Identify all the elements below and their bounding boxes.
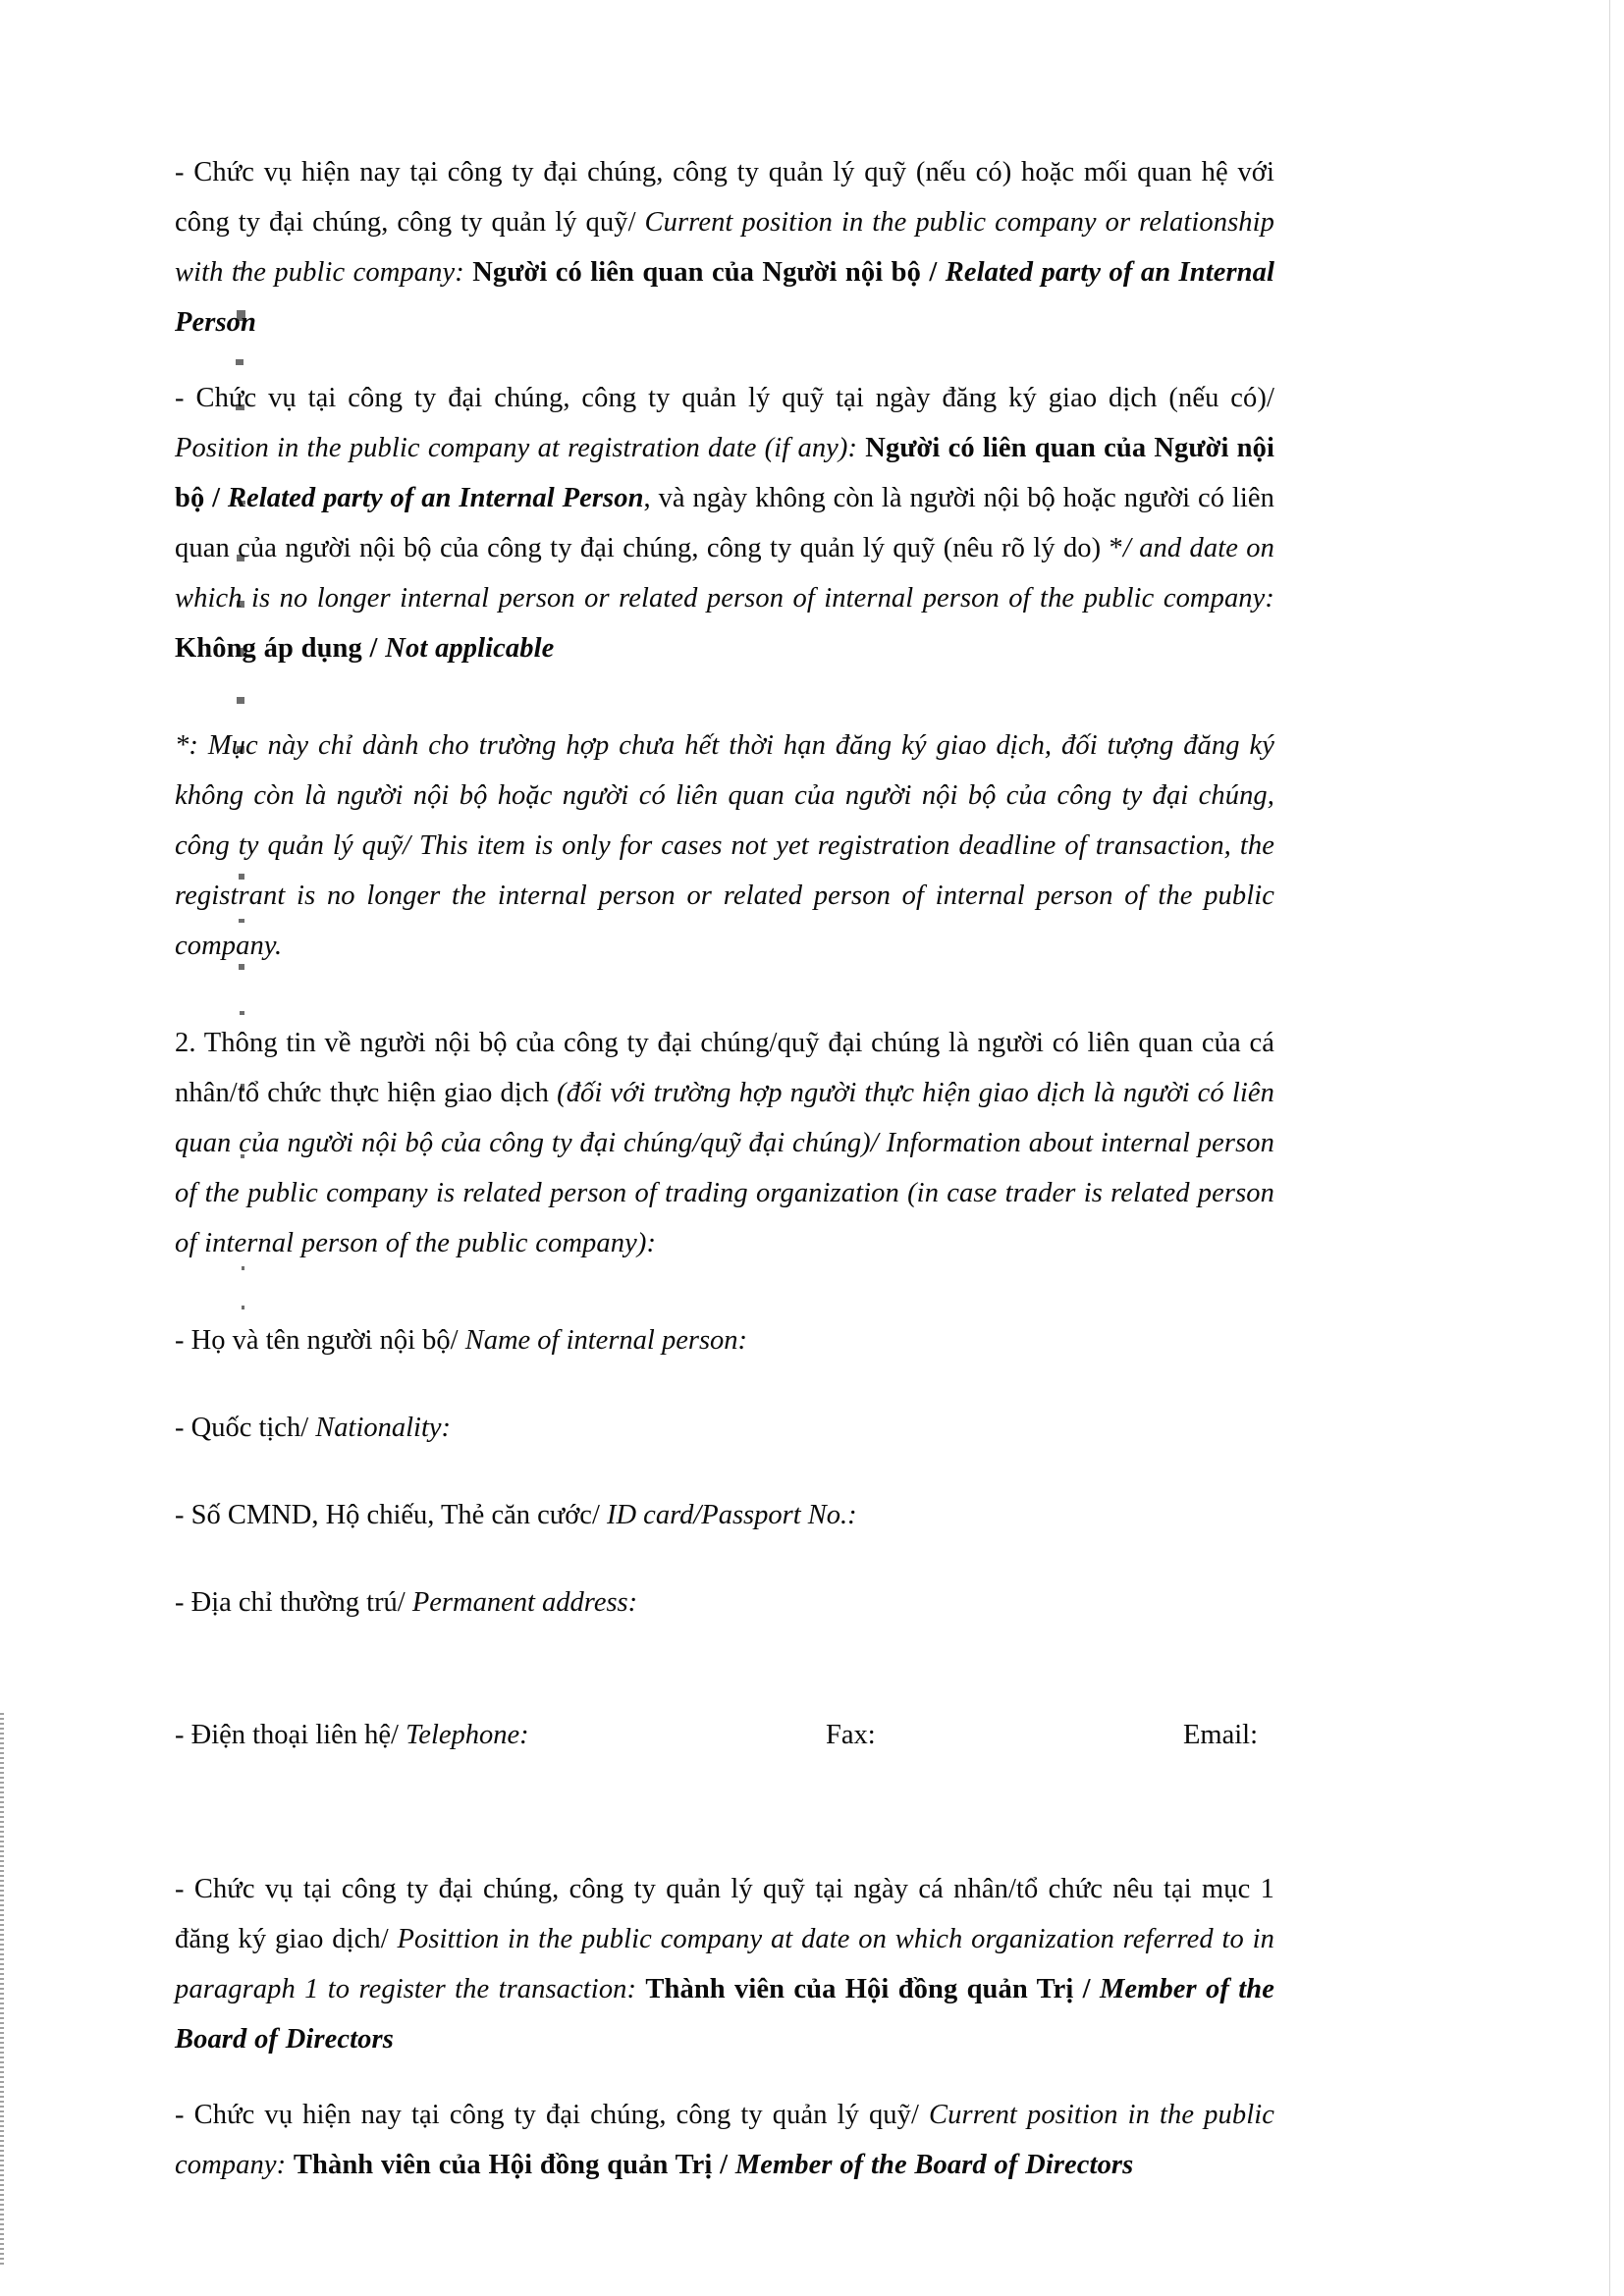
p1-vietnamese-lead: - Chức vụ hiện nay tại công ty đại chúng, công ty quản lý quỹ (nếu có) hoặc mối quan hệ với công ty đại chúng, công ty quản lý quỹ/ <box>175 157 1274 238</box>
footnote-marker: *: <box>175 730 208 761</box>
footnote-english: This item is only for cases not yet registration deadline of transaction, the registrant is no longer the internal person or related person of internal person of the public company. <box>175 830 1275 961</box>
p2-english-italic-2: / and date on which is no longer internal person or related person of internal person of the public company: <box>175 533 1274 614</box>
p1-answer-vietnamese: Người có liên quan của Người nội bộ / <box>472 257 946 288</box>
field-name-of-internal-person <box>175 1315 1274 1365</box>
plast2-english-italic: Current position in the public company: <box>175 2100 1274 2180</box>
paragraph-current-position-or-relationship <box>175 147 1274 347</box>
field-permanent-address <box>175 1577 1274 1628</box>
section2-vietnamese-parenthetical: (đối với trường hợp người thực hiện giao dịch là người có liên quan của người nội bộ của công ty đại chúng/quỹ đại chúng)/ <box>175 1078 1274 1158</box>
scan-edge-artifact-left <box>0 1713 4 2268</box>
field-label-english: Nationality: <box>315 1413 452 1443</box>
plast1-english-italic: Posittion in the public company at date on which organization referred to in paragraph 1 to register the transaction: <box>175 1924 1274 2004</box>
plast1-vietnamese-lead: - Chức vụ tại công ty đại chúng, công ty quản lý quỹ tại ngày cá nhân/tổ chức nêu tại mục 1 đăng ký giao dịch/ <box>175 1874 1274 1954</box>
field-label-vietnamese: - Số CMND, Hộ chiếu, Thẻ căn cước/ <box>175 1500 607 1530</box>
section2-english: Information about internal person of the public company is related person of trading organization (in case trader is related person of internal person of the public company): <box>175 1128 1274 1258</box>
scan-edge-line-right <box>1609 0 1610 2296</box>
paragraph-position-at-registration-date <box>175 373 1274 673</box>
paragraph-gap <box>175 1294 1274 1315</box>
p1-answer-english: Related party of an Internal Person <box>175 257 1274 338</box>
p1-english-italic: Current position in the public company or relationship with the public company: <box>175 207 1274 288</box>
p2-vietnamese-continued: , và ngày không còn là người nội bộ hoặc người có liên quan của người nội bộ của công ty đại chúng, công ty quản lý quỹ (nêu rõ lý do) * <box>175 483 1274 563</box>
paragraph-gap <box>175 996 1274 1018</box>
field-label-vietnamese: - Họ và tên người nội bộ/ <box>175 1325 465 1356</box>
field-label-vietnamese: - Quốc tịch/ <box>175 1413 316 1443</box>
p2-english-italic-1: Position in the public company at registration date (if any): <box>175 433 866 463</box>
telephone-label-vietnamese: - Điện thoại liên hệ/ <box>175 1720 406 1750</box>
field-label-vietnamese: - Địa chỉ thường trú/ <box>175 1587 412 1618</box>
paragraph-gap <box>175 1665 1274 1710</box>
p2-answer2-vietnamese: Không áp dụng / <box>175 633 386 664</box>
paragraph-gap <box>175 1819 1274 1864</box>
telephone-label-english: Telephone: <box>406 1720 529 1750</box>
field-id-card-passport-no <box>175 1490 1274 1540</box>
p2-answer-english: Related party of an Internal Person <box>227 483 644 513</box>
field-label-english: Permanent address: <box>411 1587 638 1618</box>
p2-answer-vietnamese: Người có liên quan của Người nội bộ / <box>175 433 1274 513</box>
field-contact-telephone-fax-email <box>175 1710 1274 1760</box>
paragraph-current-position-in-public-company <box>175 2090 1274 2190</box>
p2-answer2-english: Not applicable <box>385 633 555 664</box>
footnote-asterisk-note <box>175 721 1274 971</box>
fax-label: Fax: <box>826 1720 876 1750</box>
paragraph-gap <box>175 1760 1274 1819</box>
plast2-answer-english: Member of the Board of Directors <box>734 2150 1134 2180</box>
section2-vietnamese-lead: 2. Thông tin về người nội bộ của công ty đại chúng/quỹ đại chúng là người có liên quan của cá nhân/tổ chức thực hiện giao dịch <box>175 1028 1274 1108</box>
field-nationality <box>175 1403 1274 1453</box>
field-label-english: Name of internal person: <box>464 1325 748 1356</box>
section-2-heading-paragraph <box>175 1018 1274 1268</box>
plast1-answer-vietnamese: Thành viên của Hội đồng quản Trị / <box>645 1974 1100 2004</box>
paragraph-gap <box>175 699 1274 721</box>
email-label: Email: <box>1183 1720 1258 1750</box>
footnote-vietnamese: Mục này chỉ dành cho trường hợp chưa hết thời hạn đăng ký giao dịch, đối tượng đăng ký không còn là người nội bộ hoặc người có liên quan của người nội bộ của công ty đại chúng, công ty quản lý quỹ/ <box>175 730 1274 861</box>
document-body <box>175 147 1274 2190</box>
plast1-answer-english: Member of the Board of Directors <box>175 1974 1274 2055</box>
paragraph-position-at-registration-of-paragraph-1 <box>175 1864 1274 2064</box>
plast2-vietnamese-lead: - Chức vụ hiện nay tại công ty đại chúng, công ty quản lý quỹ/ <box>175 2100 930 2130</box>
plast2-answer-vietnamese: Thành viên của Hội đồng quản Trị / <box>293 2150 735 2180</box>
field-label-english: ID card/Passport No.: <box>606 1500 857 1530</box>
p2-vietnamese-lead: - Chức vụ tại công ty đại chúng, công ty quản lý quỹ tại ngày đăng ký giao dịch (nếu có)/ <box>175 383 1274 413</box>
